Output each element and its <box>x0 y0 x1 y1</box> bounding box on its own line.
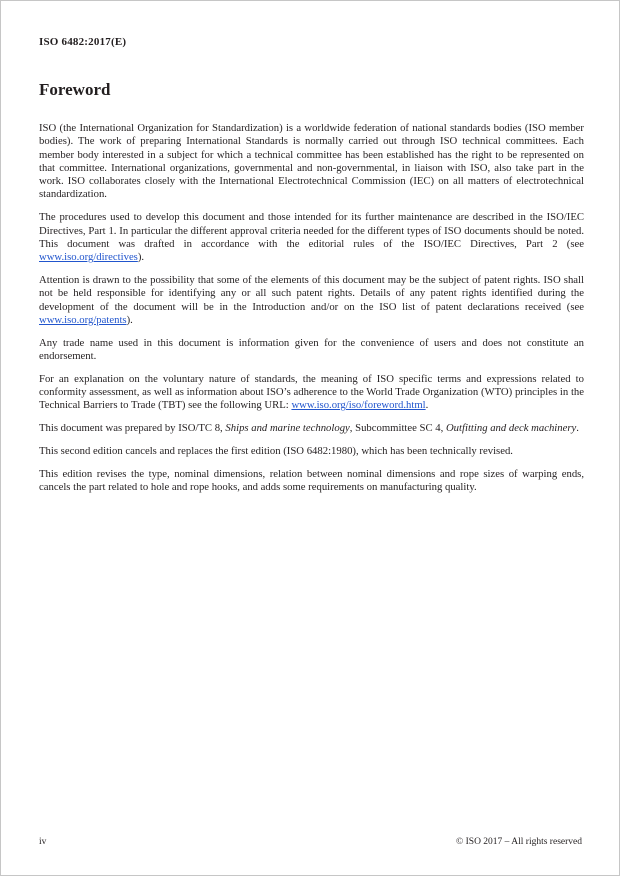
paragraph <box>39 337 584 364</box>
text-run: The procedures used to develop this document and those intended for its further maintenance are described in the ISO/IEC Directives, Part 1. In particular the different approval criteria needed for the different types of ISO documents should be noted. This document was drafted in accordance with the editorial rules of the ISO/IEC Directives, Part 2 (see <box>39 211 584 250</box>
italic-text: Ships and marine technology <box>225 422 350 435</box>
inline-link[interactable]: www.iso.org/directives <box>39 251 138 264</box>
text-run: . <box>576 422 579 435</box>
text-run: ). <box>126 313 133 326</box>
paragraph <box>39 445 584 458</box>
text-run: . <box>425 399 429 412</box>
text-run: Any trade name used in this document is information given for the convenience of users and does not constitute an endorsement. <box>39 336 584 362</box>
inline-link[interactable]: www.iso.org/patents <box>39 313 127 326</box>
document-reference: ISO 6482:2017(E) <box>39 36 127 48</box>
text-run: , Subcommittee SC 4, <box>349 422 446 435</box>
text-run: ISO (the International Organization for Standardization) is a worldwide federation of national standards bodies (ISO member bodies). The work of preparing International Standards is normally carried out through ISO technical committees. Each member body interested in a subject for which a technical committee has been established has the right to be represented on that committee. International organizations, governmental and non-governmental, in liaison with ISO, also take part in the work. ISO collaborates closely with the International Electrotechnical Commission (IEC) on all matters of electrotechnical standardization. <box>39 122 584 201</box>
italic-text: Outfitting and deck machinery <box>445 422 577 435</box>
text-run: This edition revises the type, nominal dimensions, relation between nominal dimensions and rope sizes of warping ends, cancels the part related to hole and rope hooks, and adds some requirements on manufacturing quality. <box>39 467 584 494</box>
paragraph <box>39 373 584 413</box>
page-footer <box>39 837 582 847</box>
text-run: This second edition cancels and replaces the first edition (ISO 6482:1980), which has been technically revised. <box>39 444 513 457</box>
text-run: Attention is drawn to the possibility that some of the elements of this document may be the subject of patent rights. ISO shall not be held responsible for identifying any or all such patent rights. Details of any patent rights identified during the development of the document will be in the Introduction and/or on the ISO list of patent declarations received (see <box>39 273 584 313</box>
inline-link[interactable]: www.iso.org/iso/foreword.html <box>291 399 426 412</box>
copyright-notice: © ISO 2017 – All rights reserved <box>456 837 582 847</box>
page-number: iv <box>39 837 47 847</box>
paragraph <box>39 468 584 495</box>
foreword-body <box>39 122 584 504</box>
text-run: For an explanation on the voluntary nature of standards, the meaning of ISO specific terms and expressions related to conformity assessment, as well as information about ISO’s adherence to the World Trade Organization (WTO) principles in the Technical Barriers to Trade (TBT) see the following URL: <box>39 372 584 412</box>
section-title: Foreword <box>39 80 111 99</box>
paragraph <box>39 211 584 264</box>
text-run: This document was prepared by ISO/TC 8, <box>39 422 226 435</box>
paragraph <box>39 422 584 435</box>
text-run: ). <box>137 251 145 264</box>
paragraph <box>39 274 584 327</box>
paragraph <box>39 122 584 202</box>
